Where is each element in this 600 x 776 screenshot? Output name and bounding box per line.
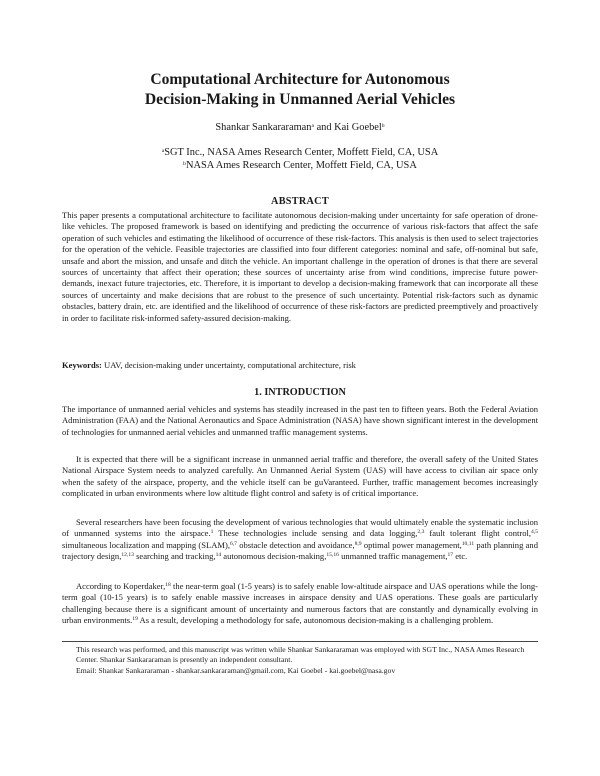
intro-paragraph-4 — [62, 581, 538, 627]
paper-title — [62, 70, 538, 110]
footnote-line-1: This research was performed, and this manuscript was written while Shankar Sankararaman was employed with SGT Inc., NASA Ames Research Center. Shankar Sankararaman is presently an independent consultant. — [76, 645, 525, 665]
author-1: Shankar Sankararaman — [215, 122, 312, 133]
p3-text: etc. — [453, 551, 468, 562]
citation-ref[interactable]: 14 — [215, 552, 222, 559]
p4-text: the near-term goal (1-5 years) is to safely enable low-altitude airspace and UAS operations while the long-term goal (10-15 years) is to safely enable massive increases in airspace density and UAS operations. These goals are particularly challenging because there is a significant amount of uncertainty and numerous factors that are constantly and dynamically evolving in urban environments. — [62, 581, 538, 626]
p3-text: unmanned traffic management, — [338, 551, 448, 562]
author-list — [62, 121, 538, 134]
p3-text: Several researchers have been focusing the development of various technologies that would ultimately enable the systematic inclusion of unmanned systems into the airspace. — [62, 517, 538, 539]
affiliation-b-mark: b — [183, 160, 186, 167]
p3-text: path planning and trajectory design, — [62, 539, 538, 562]
p3-text: optimal power management, — [361, 539, 462, 550]
abstract-body: This paper presents a computational architecture to facilitate autonomous decision-making under uncertainty for safe operation of drone-like vehicles. The proposed framework is based on identifying and predicting the occurrence of various risk-factors that affect the safe operation of such vehicles and estimating the likelihood of occurrence of these risk-factors. This analysis is then used to select trajectories for the operation of the vehicle. Feasible trajectories are classified into four different categories: nominal and safe, off-nominal but safe, unsafe and abort the mission, and unsafe and ditch the vehicle. An important challenge in the operation of drones is that there are several sources of uncertainty that affect their operation; these sources of uncertainty arise from wind conditions, imprecise future power-demands, inexact future trajectories, etc. Therefore, it is important to develop a decision-making framework that can incorporate all these sources of uncertainty and make decisions that are robust to the presence of such uncertainty. Potential risk-factors such as dynamic obstacles, battery drain, etc. are identified and the likelihood of occurrence of these risk-factors are predicted preemptively and proactively in order to facilitate risk-informed safety-assured decision-making. — [62, 210, 538, 323]
title-line-2: Decision-Making in Unmanned Aerial Vehicles — [144, 91, 456, 108]
p3-text: simultaneous localization and mapping (SLAM), — [62, 539, 230, 550]
affiliation-b — [62, 159, 538, 172]
p3-text: These technologies include sensing and data logging, — [213, 528, 418, 539]
p4-text: As a result, developing a methodology for safe, autonomous decision-making is a challenging problem. — [137, 615, 494, 626]
p3-text: obstacle detection and avoidance, — [236, 539, 355, 550]
citation-ref[interactable]: 10,11 — [461, 540, 475, 547]
section-heading-introduction: 1. INTRODUCTION — [254, 387, 346, 398]
author-2-affil-mark: b — [381, 122, 385, 129]
keywords — [62, 360, 538, 371]
citation-ref[interactable]: 18 — [165, 581, 171, 588]
intro-paragraph-3 — [62, 517, 538, 563]
citation-ref[interactable]: 6,7 — [229, 540, 237, 547]
p3-text: searching and tracking, — [133, 551, 216, 562]
affiliation-b-text: NASA Ames Research Center, Moffett Field, CA, USA — [185, 160, 417, 171]
affiliation-a-mark: a — [161, 147, 165, 154]
title-line-1: Computational Architecture for Autonomous — [150, 71, 450, 88]
citation-ref[interactable]: 2,3 — [417, 529, 425, 536]
citation-ref[interactable]: 12,13 — [121, 552, 134, 559]
abstract-heading: ABSTRACT — [271, 196, 329, 207]
affiliation-a-text: SGT Inc., NASA Ames Research Center, Moffett Field, CA, USA — [164, 147, 439, 158]
intro-paragraph-1: The importance of unmanned aerial vehicles and systems has steadily increased in the past ten to fifteen years. Both the Federal Aviation Administration (FAA) and the National Aeronautics and Space Administration (NASA) have shown significant interest in the development of technologies for unmanned aerial vehicles and unmanned traffic management systems. — [62, 404, 538, 437]
author-joiner: and — [313, 122, 335, 133]
p4-text: According to Koperdaker, — [76, 581, 166, 591]
footnote — [62, 645, 538, 676]
citation-ref[interactable]: 4,5 — [531, 529, 538, 536]
citation-ref[interactable]: 1 — [210, 529, 214, 536]
footnote-line-2: Email: Shankar Sankararaman - shankar.sankararaman@gmail.com, Kai Goebel - kai.goebel@nasa.gov — [76, 665, 396, 675]
citation-ref[interactable]: 19 — [132, 616, 138, 623]
footnote-divider — [62, 641, 538, 642]
author-2: Kai Goebel — [334, 122, 382, 133]
affiliation-a — [62, 146, 538, 159]
p3-text: fault tolerant flight control, — [424, 528, 531, 539]
p3-text: autonomous decision-making, — [221, 551, 327, 562]
author-1-affil-mark: a — [311, 122, 314, 129]
citation-ref[interactable]: 15,16 — [326, 552, 339, 559]
citation-ref[interactable]: 17 — [447, 552, 454, 559]
citation-ref[interactable]: 8,9 — [354, 540, 362, 547]
intro-paragraph-2: It is expected that there will be a significant increase in unmanned aerial traffic and therefore, the overall safety of the United States National Airspace System needs to analyzed carefully. An Unmanned Aerial System (UAS) will have access to civilian air space only when the safety of the airspace, property, and the vehicle itself can be guVaranteed. Further, traffic management becomes increasingly complicated in urban environments where low altitude flight control and safety is of critical importance. — [62, 454, 538, 499]
keywords-label: Keywords: — [62, 360, 102, 370]
keywords-text: UAV, decision-making under uncertainty, computational architecture, risk — [101, 360, 356, 370]
